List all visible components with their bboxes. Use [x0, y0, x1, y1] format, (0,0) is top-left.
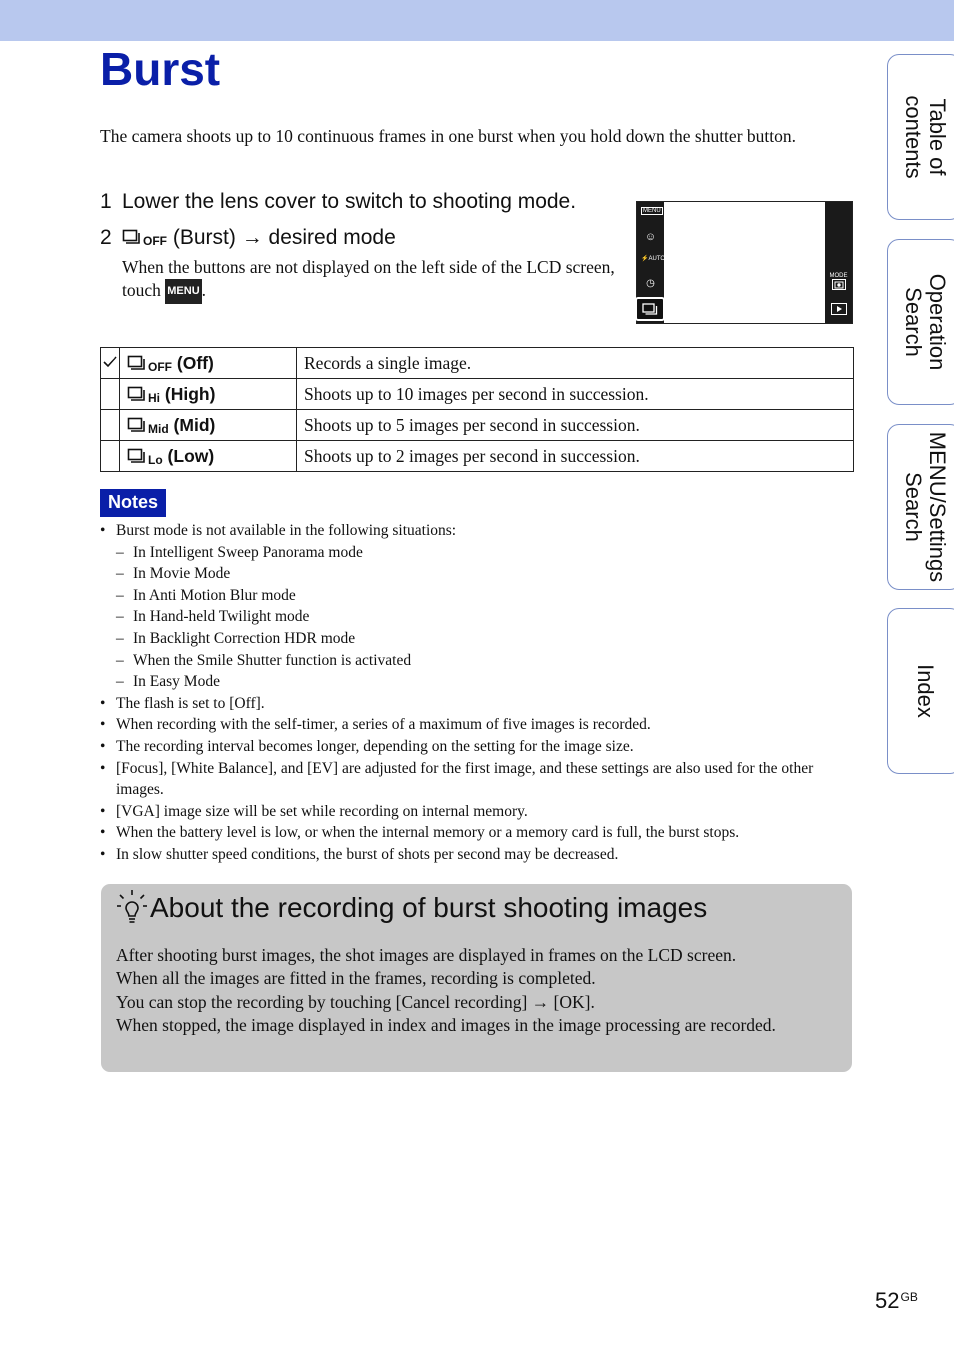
step-text-burst: (Burst) — [172, 226, 236, 249]
mode-description-cell: Shoots up to 5 images per second in succession. — [297, 410, 854, 441]
lcd-menu-icon: MENU — [643, 208, 661, 214]
table-row — [101, 379, 854, 410]
step-text-mode: desired mode — [268, 226, 396, 249]
burst-off-icon: OFF — [122, 229, 167, 247]
tab-operation-search[interactable]: Operation Search — [887, 239, 954, 405]
notes-heading: Notes — [100, 489, 166, 517]
burst-mid-icon: Mid — [127, 417, 169, 435]
list-item: – In Anti Motion Blur mode — [100, 585, 850, 607]
list-item: • The recording interval becomes longer, depending on the setting for the image size. — [100, 736, 850, 758]
menu-button-icon: MENU — [165, 279, 201, 304]
table-row — [101, 348, 854, 379]
playback-icon — [829, 303, 848, 317]
step-text: Lower the lens cover to switch to shooting mode. — [122, 190, 577, 213]
tab-table-of-contents[interactable]: Table of contents — [887, 54, 954, 220]
list-item: – In Easy Mode — [100, 671, 850, 693]
list-item: • Burst mode is not available in the following situations: — [100, 520, 850, 542]
burst-mode-table — [100, 347, 854, 472]
list-item: • When recording with the self-timer, a series of a maximum of five images is recorded. — [100, 714, 850, 736]
mode-description-cell: Shoots up to 2 images per second in succession. — [297, 441, 854, 472]
list-item: – In Hand-held Twilight mode — [100, 606, 850, 628]
list-item: • [VGA] image size will be set while recording on internal memory. — [100, 801, 850, 823]
page-title: Burst — [100, 43, 221, 95]
mode-description-cell: Records a single image. — [297, 348, 854, 379]
tip-title: About the recording of burst shooting images — [150, 892, 708, 923]
list-item: • In slow shutter speed conditions, the burst of shots per second may be decreased. — [100, 844, 850, 866]
self-timer-icon: ◷ — [646, 278, 655, 289]
list-item: – In Movie Mode — [100, 563, 850, 585]
check-icon — [102, 355, 118, 369]
step-2-note: When the buttons are not displayed on the left side of the LCD screen, touch MENU . — [122, 256, 622, 304]
notes-list — [100, 520, 850, 866]
tip-line: You can stop the recording by touching [Cancel recording] → [OK]. — [116, 991, 595, 1012]
page-number: $52^{GB}$ — [875, 1288, 918, 1313]
list-item: – In Intelligent Sweep Panorama mode — [100, 542, 850, 564]
mode-name-cell: Lo (Low) — [120, 441, 297, 472]
intro-text: The camera shoots up to 10 continuous frames in one burst when you hold down the shutter button. — [100, 126, 796, 146]
list-item: • The flash is set to [Off]. — [100, 693, 850, 715]
default-check-cell — [101, 348, 120, 379]
list-item: – In Backlight Correction HDR mode — [100, 628, 850, 650]
mode-description-cell: Shoots up to 10 images per second in succession. — [297, 379, 854, 410]
table-row — [101, 441, 854, 472]
list-item: • [Focus], [White Balance], and [EV] are adjusted for the first image, and these settings are also used for the other images. — [100, 758, 850, 801]
mode-name-cell: OFF (Off) — [120, 348, 297, 379]
lcd-burst-selected-icon — [635, 297, 665, 321]
step-number: 1 — [100, 190, 112, 213]
burst-high-icon: Hi — [127, 386, 160, 404]
burst-low-icon: Lo — [127, 448, 163, 466]
tip-line: When all the images are fitted in the frames, recording is completed. — [116, 968, 596, 989]
table-row — [101, 410, 854, 441]
mode-name-cell: Mid (Mid) — [120, 410, 297, 441]
arrow-icon: → — [241, 226, 263, 249]
step-number: 2 — [100, 226, 112, 249]
tip-line: After shooting burst images, the shot images are displayed in frames on the LCD screen. — [116, 945, 737, 965]
list-item: – When the Smile Shutter function is activated — [100, 650, 850, 672]
burst-off-icon: OFF — [127, 355, 172, 373]
flash-auto-icon: ⚡AUTO — [641, 256, 666, 262]
list-item: • When the battery level is low, or when the internal memory or a memory card is full, the burst stops. — [100, 822, 850, 844]
lcd-screen-illustration — [636, 201, 853, 324]
tab-menu-settings-search[interactable]: MENU/Settings Search — [887, 424, 954, 590]
tip-body — [116, 944, 836, 1038]
header-bar — [0, 0, 954, 41]
step-1 — [100, 190, 576, 214]
smile-icon: ☺ — [644, 231, 657, 243]
tip-line: When stopped, the image displayed in index and images in the image processing are recorded. — [116, 1015, 776, 1036]
lcd-mode-icon: MODE — [829, 273, 848, 292]
tab-index[interactable]: Index — [887, 608, 954, 774]
mode-name-cell: Hi (High) — [120, 379, 297, 410]
lightbulb-icon — [115, 888, 149, 928]
step-2 — [100, 226, 396, 250]
